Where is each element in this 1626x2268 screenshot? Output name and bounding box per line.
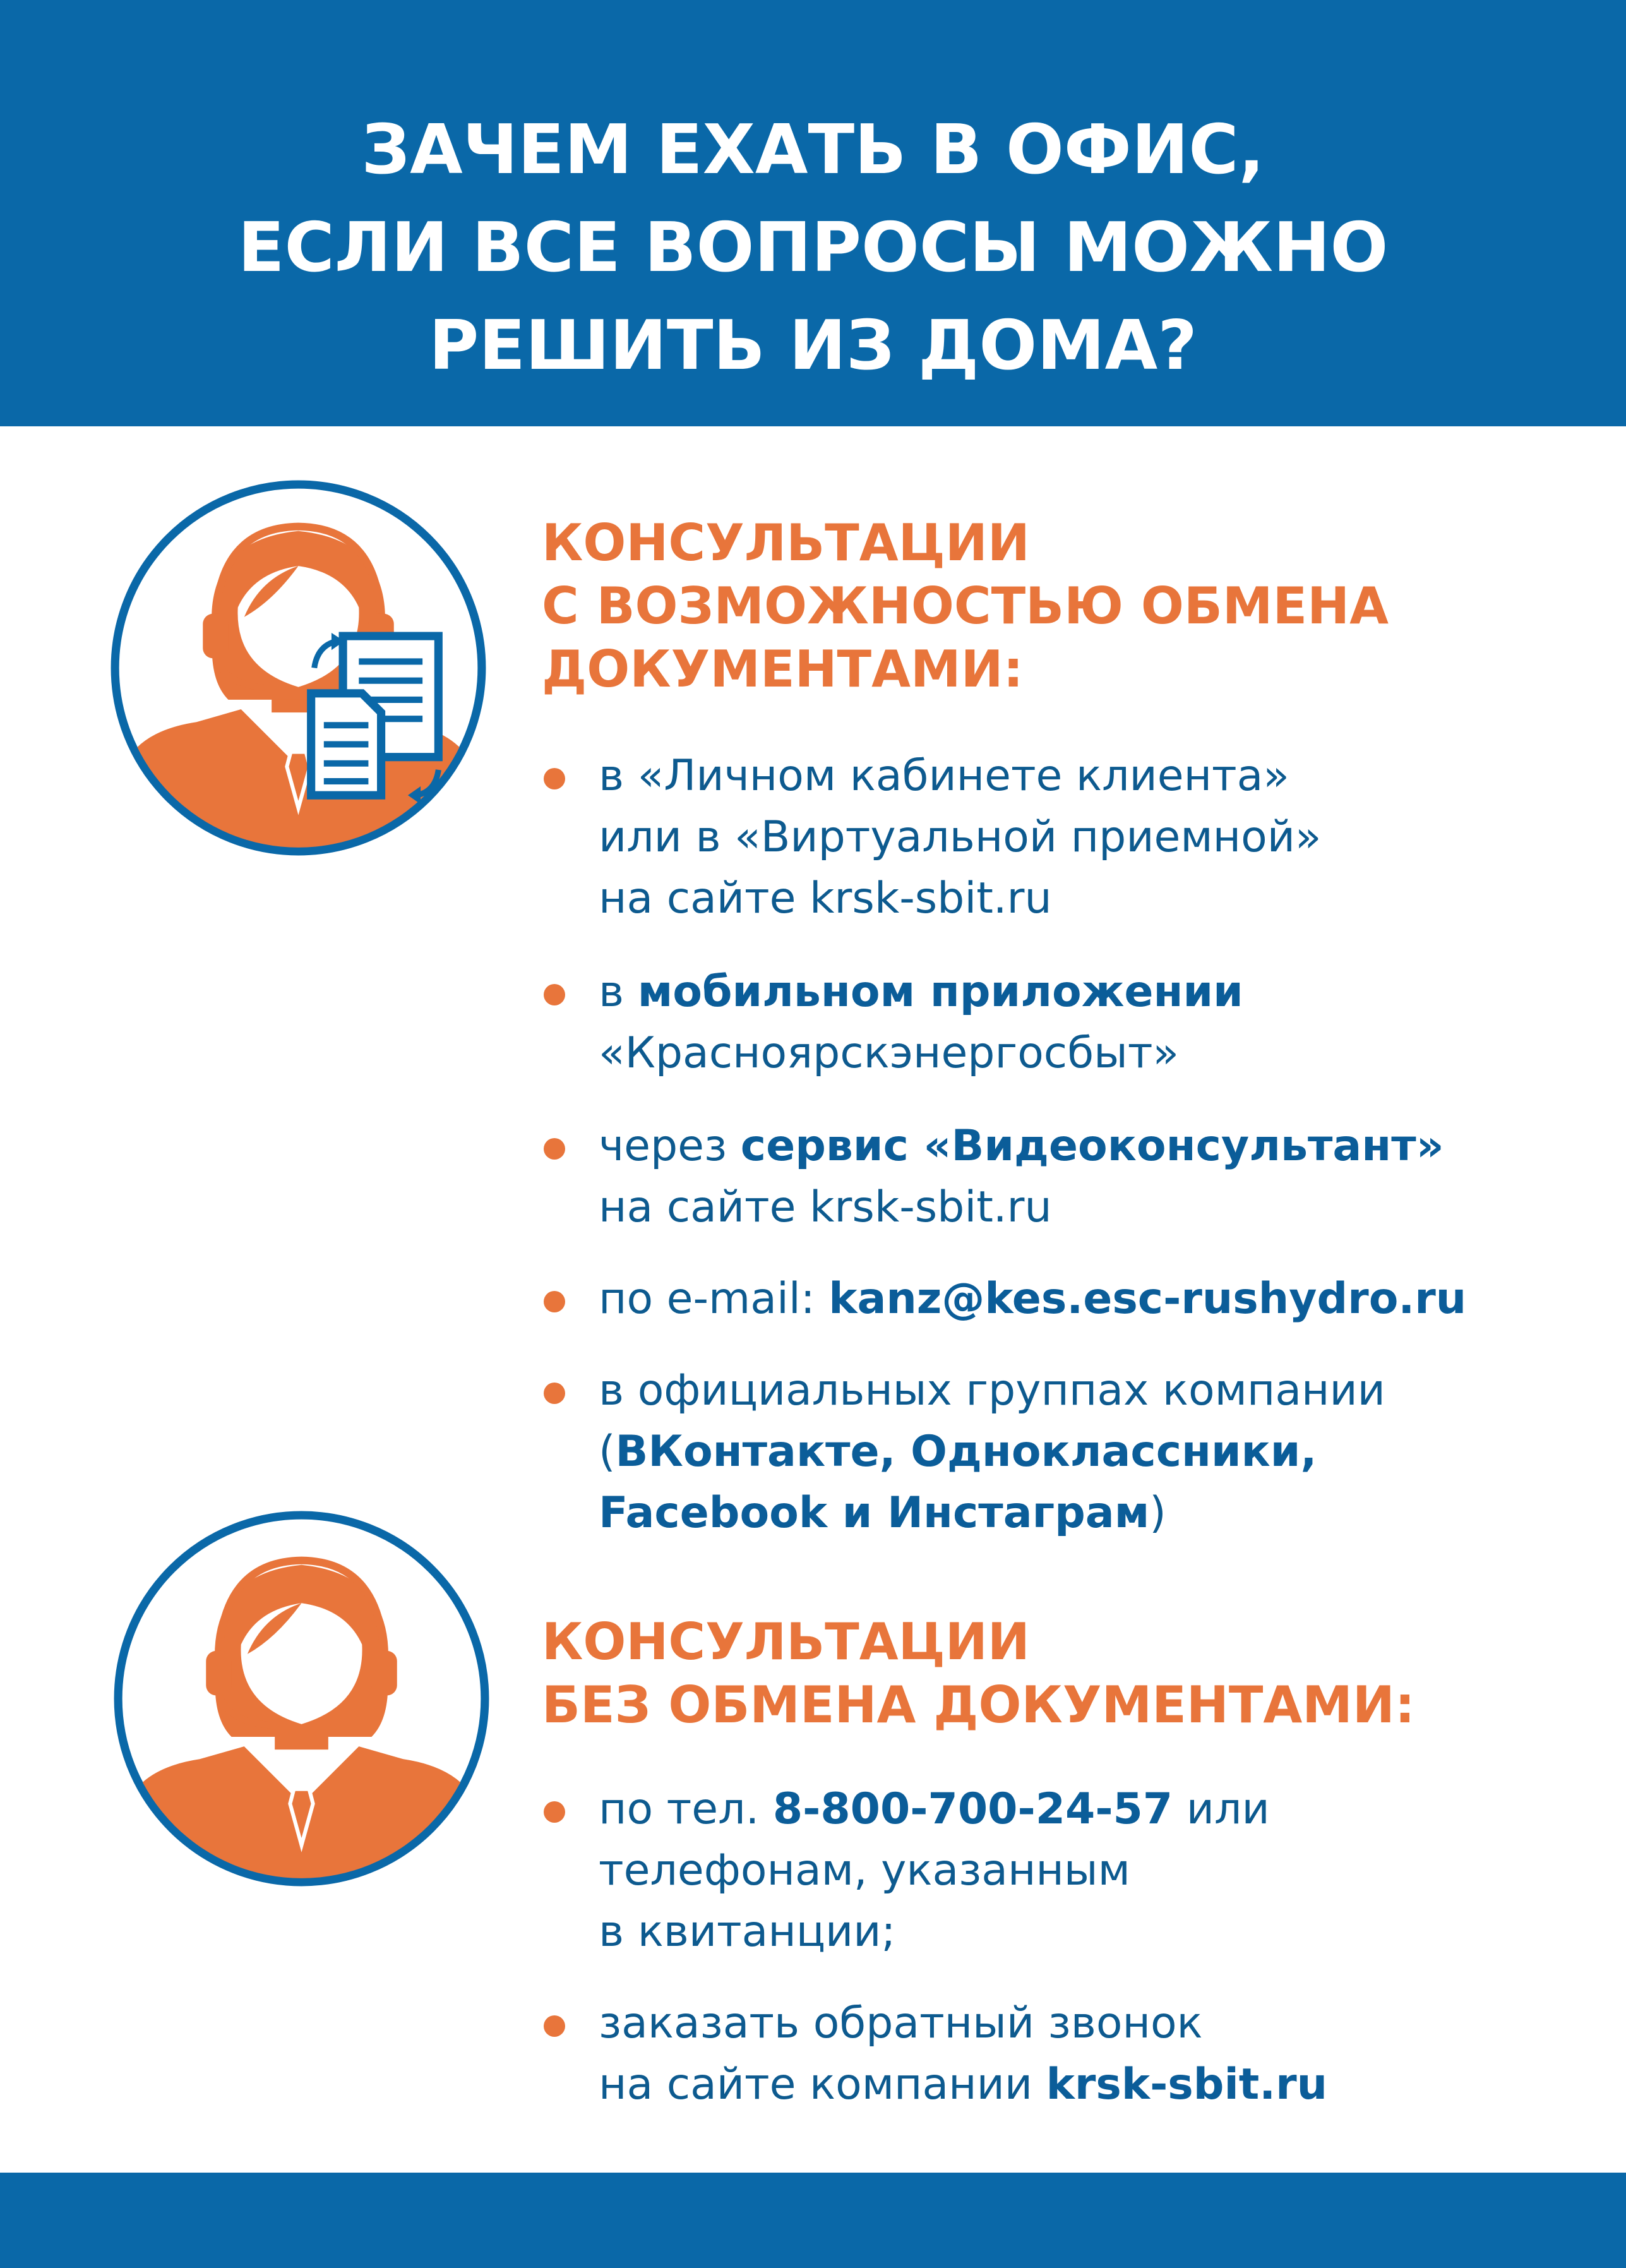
video-consultant-label: сервис «Видеоконсультант»: [740, 1121, 1444, 1171]
website-link: krsk-sbit.ru: [1046, 2060, 1328, 2109]
bullet-dot: [544, 768, 565, 789]
bullet-dot: [544, 1138, 565, 1160]
section-title-with-documents: КОНСУЛЬТАЦИИ С ВОЗМОЖНОСТЬЮ ОБМЕНА ДОКУМЕНТАМИ:: [542, 513, 1389, 699]
title-line: ЕСЛИ ВСЕ ВОПРОСЫ МОЖНО: [237, 208, 1389, 287]
mobile-app-label: мобильном приложении: [637, 967, 1243, 1017]
bullet-dot: [544, 1383, 565, 1404]
operator-headset-icon: [111, 1508, 493, 1890]
bullet-dot: [544, 1291, 565, 1312]
bullet-dot: [544, 984, 565, 1005]
footer-band: [0, 2173, 1626, 2268]
list-item: по тел. 8-800-700-24-57 или телефонам, указанным в квитанции;: [542, 1779, 1603, 1962]
email-address: kanz@kes.esc-rushydro.ru: [828, 1274, 1467, 1324]
bullet-dot: [544, 2015, 565, 2037]
list-item: заказать обратный звонок на сайте компании krsk-sbit.ru: [542, 1993, 1603, 2115]
list-item: через сервис «Видеоконсультант» на сайте krsk-sbit.ru: [542, 1115, 1603, 1238]
social-networks-label: Facebook и Инстаграм: [599, 1488, 1150, 1538]
bullet-dot: [544, 1801, 565, 1823]
phone-number: 8-800-700-24-57: [772, 1784, 1173, 1834]
title-line: ЗАЧЕМ ЕХАТЬ В ОФИС,: [361, 111, 1265, 189]
section-title-without-documents: КОНСУЛЬТАЦИИ БЕЗ ОБМЕНА ДОКУМЕНТАМИ:: [542, 1612, 1415, 1734]
title-line: РЕШИТЬ ИЗ ДОМА?: [429, 306, 1197, 385]
social-networks-label: ВКонтакте, Одноклассники,: [615, 1427, 1317, 1477]
operator-with-documents-icon: [107, 477, 489, 859]
list-item: в мобильном приложении «Красноярскэнергосбыт»: [542, 961, 1603, 1084]
list-item: в официальных группах компании (ВКонтакте, Одноклассники, Facebook и Инстаграм): [542, 1360, 1603, 1544]
list-item: в «Личном кабинете клиента» или в «Виртуальной приемной» на сайте krsk-sbit.ru: [542, 745, 1603, 929]
page-title: [0, 101, 1626, 395]
list-item: по e-mail: kanz@kes.esc-rushydro.ru: [542, 1268, 1603, 1329]
